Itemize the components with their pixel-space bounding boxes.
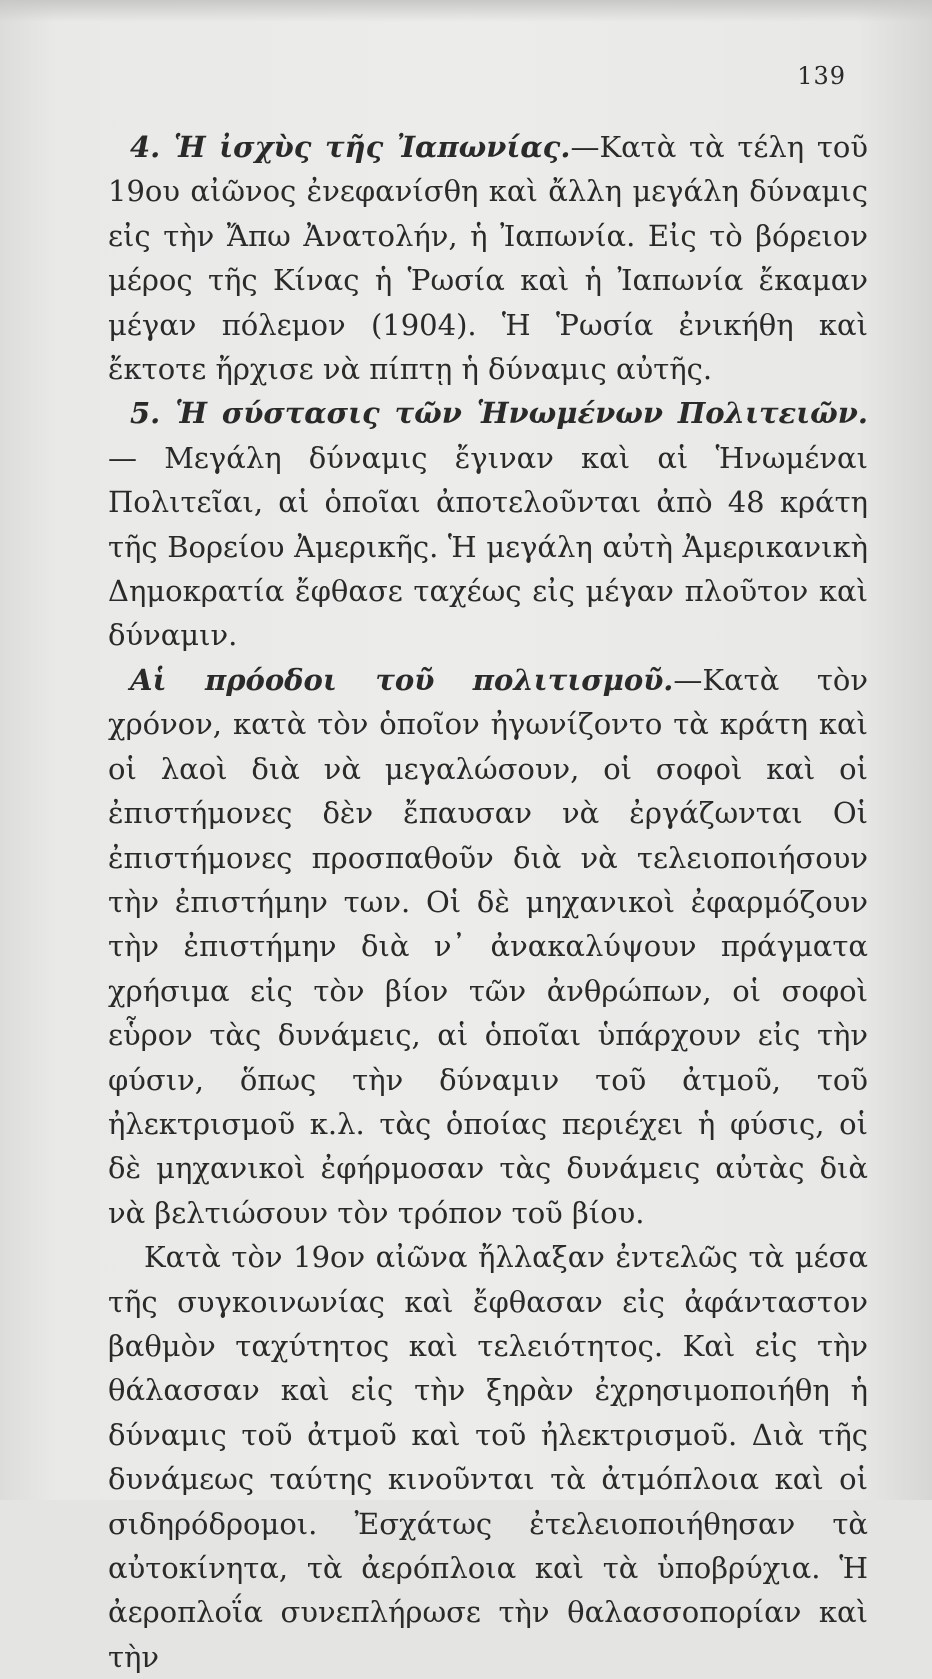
- section-heading: 4. Ἡ ἰσχὺς τῆς Ἰαπωνίας.: [130, 130, 571, 164]
- paragraph-body: — Μεγάλη δύναμις ἔγιναν καὶ αἱ Ἡνωμέναι Πολιτεῖαι, αἱ ὁποῖαι ἀποτελοῦνται ἀπὸ 48 κράτη τῆς Βορείου Ἀμερικῆς. Ἡ μεγάλη αὐτὴ Ἀμερικανικὴ Δημοκρατία ἔφθασε ταχέως εἰς μέγαν πλοῦτον καὶ δύναμιν.: [108, 440, 868, 653]
- paragraph-transport: [108, 1235, 868, 1679]
- page-number: 139: [797, 62, 846, 90]
- paragraph-japan: [108, 125, 868, 391]
- page-text: [108, 125, 868, 1679]
- paragraph-body: —Κατὰ τὸν χρόνον, κατὰ τὸν ὁποῖον ἠγωνίζοντο τὰ κράτη καὶ οἱ λαοὶ διὰ νὰ μεγαλώσουν, οἱ σοφοὶ καὶ οἱ ἐπιστήμονες δὲν ἔπαυσαν νὰ ἐργάζωνται Οἱ ἐπιστήμονες προσπαθοῦν διὰ νὰ τελειοποιήσουν τὴν ἐπιστήμην των. Οἱ δὲ μηχανικοὶ ἐφαρμόζουν τὴν ἐπιστήμην διὰ ν᾽ ἀνακαλύψουν πράγματα χρήσιμα εἰς τὸν βίον τῶν ἀνθρώπων, οἱ σοφοὶ εὗρον τὰς δυνάμεις, αἱ ὁποῖαι ὑπάρχουν εἰς τὴν φύσιν, ὅπως τὴν δύναμιν τοῦ ἀτμοῦ, τοῦ ἠλεκτρισμοῦ κ.λ. τὰς ὁποίας περιέχει ἡ φύσις, οἱ δὲ μηχανικοὶ ἐφήρμοσαν τὰς δυνάμεις αὐτὰς διὰ νὰ βελτιώσουν τὸν τρόπον τοῦ βίου.: [108, 662, 868, 1230]
- paragraph-united-states: [108, 391, 868, 657]
- paragraph-body: Κατὰ τὸν 19ον αἰῶνα ἤλλαξαν ἐντελῶς τὰ μέσα τῆς συγκοινωνίας καὶ ἔφθασαν εἰς ἀφάνταστον βαθμὸν ταχύτητος καὶ τελειότητος. Καὶ εἰς τὴν θάλασσαν καὶ εἰς τὴν ξηρὰν ἐχρησιμοποιήθη ἡ δύναμις τοῦ ἀτμοῦ καὶ τοῦ ἠλεκτρισμοῦ. Διὰ τῆς δυνάμεως ταύτης κινοῦνται τὰ ἀτμόπλοια καὶ οἱ σιδηρόδρομοι. Ἐσχάτως ἐτελειοποιήθησαν τὰ αὐτοκίνητα, τὰ ἀερόπλοια καὶ τὰ ὑποβρύχια. Ἡ ἀεροπλοΐα συνεπλήρωσε τὴν θαλασσοπορίαν καὶ τὴν: [108, 1240, 868, 1674]
- section-heading: Αἱ πρόοδοι τοῦ πολιτισμοῦ.: [130, 662, 674, 697]
- page-top-shadow: [0, 0, 932, 22]
- section-heading: 5. Ἡ σύστασις τῶν Ἡνωμένων Πολιτειῶν.: [130, 396, 868, 431]
- paragraph-body: —Κατὰ τὰ τέλη τοῦ 19ου αἰῶνος ἐνεφανίσθη καὶ ἄλλη μεγάλη δύναμις εἰς τὴν Ἄπω Ἀνατολήν, ἡ Ἰαπωνία. Εἰς τὸ βόρειον μέρος τῆς Κίνας ἡ Ῥωσία καὶ ἡ Ἰαπωνία ἔκαμαν μέγαν πόλεμον (1904). Ἡ Ῥωσία ἐνικήθη καὶ ἔκτοτε ἤρχισε νὰ πίπτῃ ἡ δύναμις αὐτῆς.: [108, 130, 868, 387]
- paragraph-progress: [108, 658, 868, 1235]
